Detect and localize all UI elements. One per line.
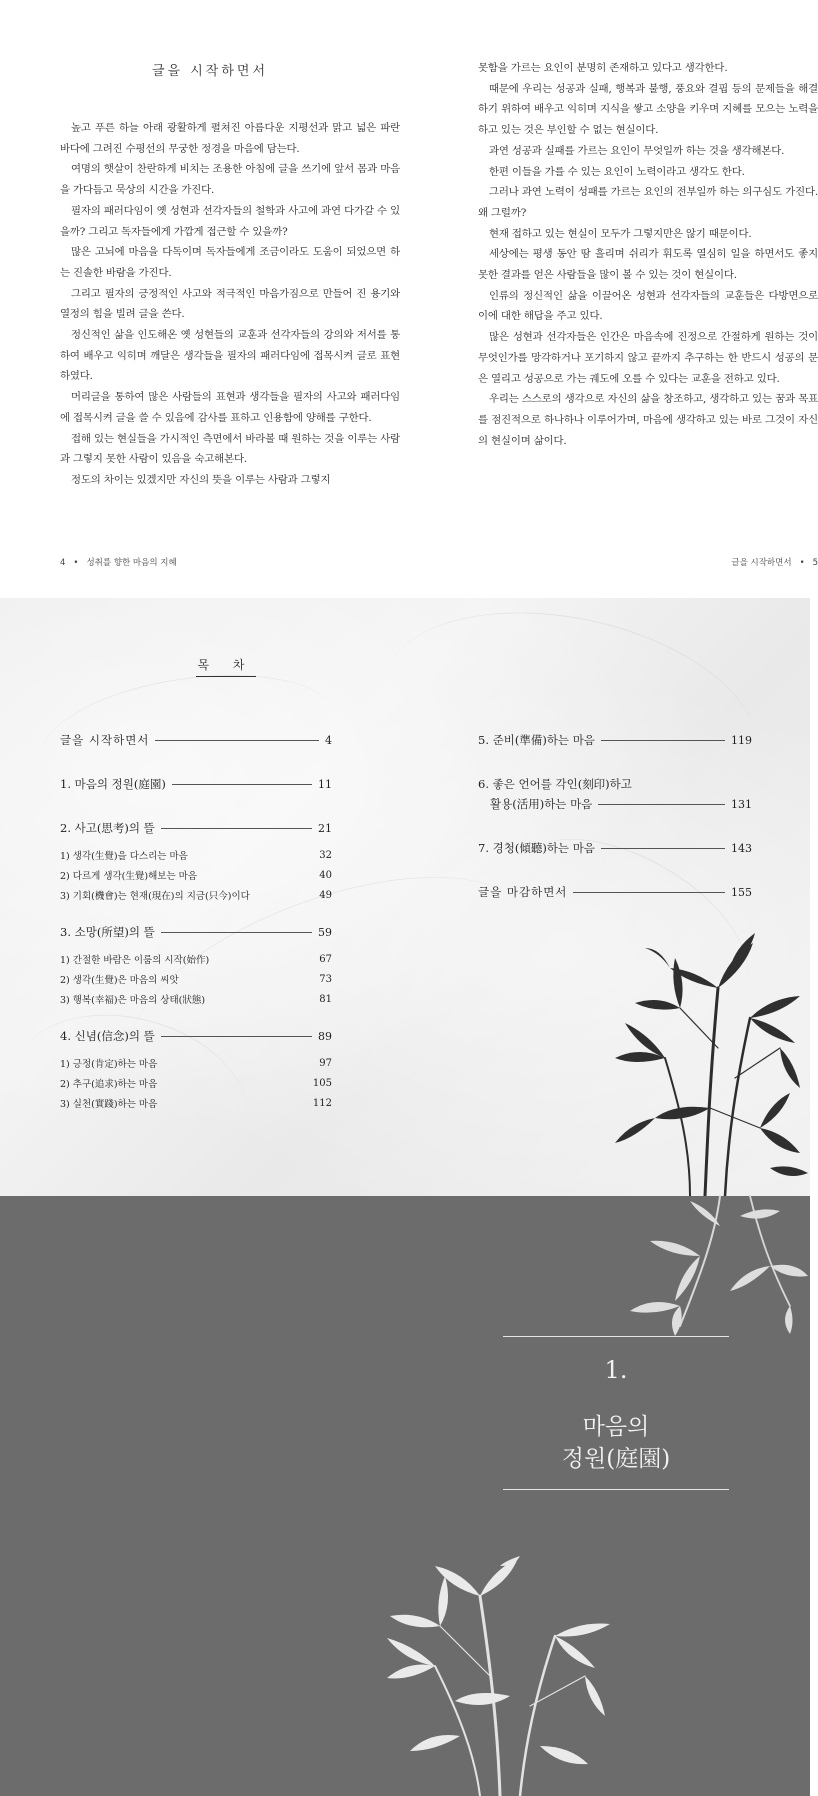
chapter-title-line2: 정원(庭園) xyxy=(561,1446,671,1472)
toc-entry-page: 143 xyxy=(731,841,752,855)
toc-subentry-label: 1) 간절한 바람은 이룸의 시작(始作) xyxy=(60,955,210,966)
preface-paragraph: 때문에 우리는 성공과 실패, 행복과 불행, 풍요와 결핍 등의 문제들을 해결하기 위하여 배우고 익히며 지식을 쌓고 소양을 키우며 지혜를 모으는 노력을 하고 있는 것은 부인할 수 없는 현실이다. xyxy=(478,82,818,137)
title-rule-bottom xyxy=(503,1489,729,1490)
toc-subentry[interactable] xyxy=(60,868,332,882)
toc-subentry-page: 73 xyxy=(319,973,332,985)
toc-entry-page: 59 xyxy=(318,925,332,939)
chapter-opener-spread xyxy=(0,1196,810,1796)
toc-entry-label: 4. 신념(信念)의 뜰 xyxy=(60,1029,155,1043)
toc-subentry-label: 2) 생각(生覺)은 마음의 씨앗 xyxy=(60,975,179,986)
toc-entry[interactable] xyxy=(478,732,752,748)
folio-left xyxy=(60,556,177,568)
toc-subentry-page: 40 xyxy=(319,869,332,881)
preface-title: 글을 시작하면서 xyxy=(151,64,269,79)
title-rule-top xyxy=(503,1336,729,1337)
toc-entry-page: 89 xyxy=(318,1029,332,1043)
toc-subentry[interactable] xyxy=(60,952,332,966)
preface-spread xyxy=(0,0,818,598)
contents-spread xyxy=(0,598,810,1196)
toc-entry-label: 2. 사고(思考)의 뜰 xyxy=(60,821,155,835)
toc-entry[interactable] xyxy=(478,776,752,792)
preface-paragraph: 많은 성현과 선각자들은 인간은 마음속에 진정으로 간절하게 원하는 것이 무엇인가를 망각하거나 포기하지 않고 끝까지 추구하는 한 반드시 성공의 문은 열리고 성공으로 가는 궤도에 오를 수 있다는 교훈을 전하고 있다. xyxy=(478,331,818,385)
toc-entry-page: 21 xyxy=(318,821,332,835)
toc-subentry-label: 1) 생각(生覺)을 다스리는 마음 xyxy=(60,851,188,862)
toc-entry-label: 3. 소망(所望)의 뜰 xyxy=(60,925,155,939)
toc-subentry[interactable] xyxy=(60,1056,332,1070)
preface-left-text xyxy=(60,118,400,491)
preface-paragraph: 머리글을 통하여 많은 사람들의 표현과 생각들을 필자의 사고와 패러다임에 접목시켜 글을 쓸 수 있음에 감사를 표하고 인용함에 양해를 구한다. xyxy=(60,391,400,424)
bamboo-illustration-light xyxy=(620,1196,810,1336)
toc-subentry[interactable] xyxy=(60,1076,332,1090)
preface-paragraph: 세상에는 평생 동안 땀 흘리며 쉬리가 휘도록 열심히 일을 하면서도 좋지 못한 결과를 얻은 사람들을 많이 볼 수 있는 것이 현실이다. xyxy=(478,248,818,282)
toc-entry-label: 1. 마음의 정원(庭園) xyxy=(60,777,166,791)
toc-subentry[interactable] xyxy=(60,1096,332,1110)
toc-entry-label: 7. 경청(傾聽)하는 마음 xyxy=(478,841,595,855)
preface-paragraph: 많은 고뇌에 마음을 다독이며 독자들에게 조금이라도 도움이 되었으면 하는 진솔한 바람을 가진다. xyxy=(60,246,400,279)
folio-right-number: 5 xyxy=(812,558,818,568)
preface-paragraph: 과연 성공과 실패를 가르는 요인이 무엇일까 하는 것을 생각해본다. xyxy=(489,144,785,157)
bamboo-illustration-dark xyxy=(610,928,810,1196)
toc-leader-line xyxy=(598,804,725,805)
preface-paragraph: 필자의 패러다임이 옛 성현과 선각자들의 철학과 사고에 과연 다가갈 수 있을까? 그리고 독자들에게 가깝게 접근할 수 있을까? xyxy=(60,204,400,238)
toc-subentry-label: 3) 실천(實踐)하는 마음 xyxy=(60,1099,158,1110)
toc-subentry-page: 67 xyxy=(319,953,332,965)
toc-subentry-label: 2) 다르게 생각(生覺)해보는 마음 xyxy=(60,871,197,882)
preface-paragraph: 인류의 정신적인 삶을 이끌어온 성현과 선각자들의 교훈들은 다방면으로 이에 대한 해답을 주고 있다. xyxy=(478,289,818,323)
toc-leader-line xyxy=(161,828,312,829)
toc-entry-label: 글을 마감하면서 xyxy=(478,885,568,899)
toc-entry-page: 131 xyxy=(731,797,752,811)
toc-subentry-page: 112 xyxy=(312,1097,332,1109)
preface-paragraph: 그리고 필자의 긍정적인 사고와 적극적인 마음가짐으로 만들어 진 용기와 열정의 힘을 빌려 글을 쓴다. xyxy=(60,287,400,321)
preface-paragraph: 여명의 햇살이 찬란하게 비치는 조용한 아침에 글을 쓰기에 앞서 몸과 마음을 가다듬고 묵상의 시간을 가진다. xyxy=(60,163,400,197)
toc-entry-label: 글을 시작하면서 xyxy=(60,733,150,747)
toc-subentry[interactable] xyxy=(60,848,332,862)
toc-entry-page: 4 xyxy=(325,733,332,747)
chapter-title xyxy=(503,1411,729,1475)
folio-dot: • xyxy=(73,558,79,568)
toc-subentry-page: 105 xyxy=(312,1077,332,1089)
toc-entry-page: 155 xyxy=(731,885,752,899)
preface-paragraph: 정도의 차이는 있겠지만 자신의 뜻을 이루는 사람과 그렇지 xyxy=(71,473,331,486)
toc-subentry-label: 1) 긍정(肯定)하는 마음 xyxy=(60,1059,158,1070)
toc-subentry[interactable] xyxy=(60,888,332,902)
toc-subentry-label: 3) 기회(機會)는 현재(現在)의 지금(只今)이다 xyxy=(60,891,250,902)
toc-entry[interactable] xyxy=(60,1028,332,1044)
preface-paragraph: 접해 있는 현실들을 가시적인 측면에서 바라볼 때 원하는 것을 이루는 사람과 그렇지 못한 사람이 있음을 숙고해본다. xyxy=(60,432,400,466)
preface-right-text xyxy=(478,58,818,451)
bamboo-illustration-light xyxy=(380,1556,620,1796)
toc-entry[interactable] xyxy=(60,776,332,792)
preface-paragraph: 높고 푸른 하늘 아래 광활하게 펼쳐진 아름다운 지평선과 맑고 넓은 파란 바다에 그려진 수평선의 무궁한 정경을 마음에 담는다. xyxy=(60,122,400,155)
toc-entry-page: 11 xyxy=(318,777,332,791)
toc-subentry-label: 2) 추구(追求)하는 마음 xyxy=(60,1079,158,1090)
toc-subentry[interactable] xyxy=(60,972,332,986)
contents-heading: 목 차 xyxy=(196,656,256,677)
toc-leader-line xyxy=(172,784,312,785)
preface-paragraph: 정신적인 삶을 인도해온 옛 성현들의 교훈과 선각자들의 강의와 저서를 통하여 배우고 익히며 깨달은 생각들을 필자의 패러다임에 접목시켜 글로 표현하였다. xyxy=(60,329,400,383)
preface-paragraph: 우리는 스스로의 생각으로 자신의 삶을 창조하고, 생각하고 있는 꿈과 목표를 점진적으로 하나하나 이루어가며, 마음에 생각하고 있는 바로 그것이 자신의 현실이며 삶이다. xyxy=(478,393,818,447)
toc-entry-label: 5. 준비(準備)하는 마음 xyxy=(478,733,595,747)
chapter-number: 1. xyxy=(604,1356,628,1384)
folio-left-title: 성취를 향한 마음의 지혜 xyxy=(86,558,177,568)
folio-dot: • xyxy=(799,558,805,568)
toc-leader-line xyxy=(573,892,725,893)
toc-subentry-page: 32 xyxy=(319,849,332,861)
toc-subentry-label: 3) 행복(幸福)은 마음의 상태(狀態) xyxy=(60,995,206,1006)
toc-entry[interactable] xyxy=(478,840,752,856)
toc-entry[interactable] xyxy=(478,884,752,900)
toc-entry-label: 6. 좋은 언어를 각인(刻印)하고 xyxy=(478,777,632,791)
toc-leader-line xyxy=(161,1036,312,1037)
toc-entry[interactable] xyxy=(60,924,332,940)
chapter-title-line1: 마음의 xyxy=(582,1414,650,1440)
preface-paragraph: 한편 이들을 가를 수 있는 요인이 노력이라고 생각도 한다. xyxy=(489,165,745,178)
toc-leader-line xyxy=(155,740,319,741)
toc-leader-line xyxy=(601,848,725,849)
toc-subentry-page: 49 xyxy=(319,889,332,901)
folio-right-title: 글을 시작하면서 xyxy=(731,558,792,568)
toc-leader-line xyxy=(601,740,725,741)
folio-right xyxy=(546,556,818,568)
preface-paragraph: 현재 접하고 있는 현실이 모두가 그렇지만은 않기 때문이다. xyxy=(489,227,752,240)
toc-entry-continuation[interactable] xyxy=(478,796,752,812)
toc-subentry-page: 97 xyxy=(319,1057,332,1069)
folio-left-number: 4 xyxy=(60,558,66,568)
toc-entry[interactable] xyxy=(60,820,332,836)
toc-entry-page: 119 xyxy=(731,733,752,747)
toc-entry-label: 활용(活用)하는 마음 xyxy=(490,797,593,811)
toc-subentry[interactable] xyxy=(60,992,332,1006)
preface-paragraph: 못함을 가르는 요인이 분명히 존재하고 있다고 생각한다. xyxy=(478,62,728,74)
toc-subentry-page: 81 xyxy=(319,993,332,1005)
toc-entry[interactable] xyxy=(60,732,332,748)
toc-leader-line xyxy=(161,932,312,933)
preface-paragraph: 그러나 과연 노력이 성패를 가르는 요인의 전부일까 하는 의구심도 가진다. 왜 그럴까? xyxy=(478,186,818,219)
